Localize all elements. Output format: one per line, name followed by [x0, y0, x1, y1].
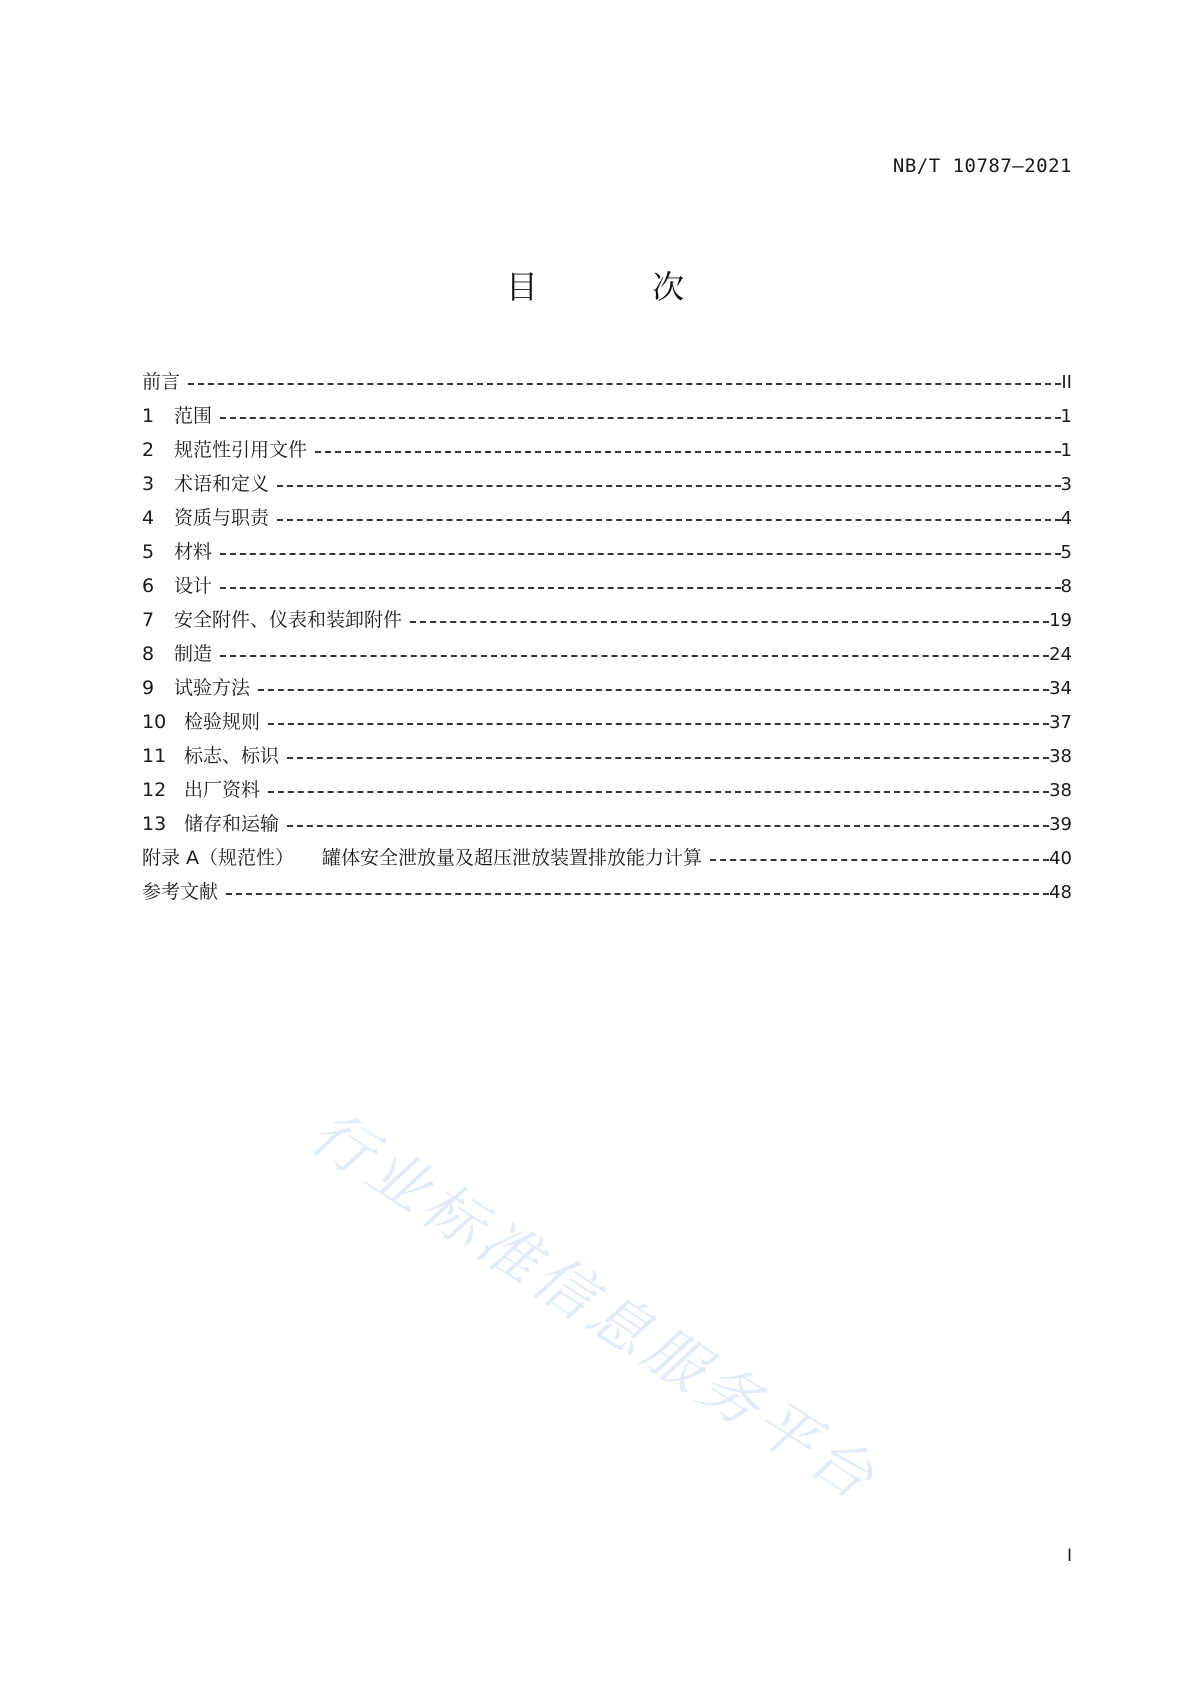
toc-entry-foreword[interactable]: [142, 365, 1072, 399]
toc-leader: [268, 723, 1049, 725]
toc-entry-2[interactable]: [142, 433, 1072, 467]
toc-entry-6[interactable]: [142, 569, 1072, 603]
toc-entry-5[interactable]: [142, 535, 1072, 569]
toc-entry-number: 12: [142, 779, 167, 801]
toc-entry-page: 4: [1060, 508, 1072, 529]
toc-entry-label: 制造: [174, 643, 213, 665]
toc-entry-number: 4: [142, 507, 155, 529]
toc-entry-page: 48: [1049, 882, 1072, 903]
toc-entry-8[interactable]: [142, 637, 1072, 671]
toc-entry-number: 7: [142, 609, 155, 631]
toc-leader: [277, 519, 1061, 521]
toc-entry-4[interactable]: [142, 501, 1072, 535]
toc-entry-label: [142, 841, 710, 875]
toc-entry-number: 9: [142, 677, 155, 699]
watermark: 行业标准信息服务平台: [298, 1097, 890, 1517]
toc-entry-page: 37: [1049, 712, 1072, 733]
toc-entry-page: 8: [1060, 576, 1072, 597]
toc-leader: [315, 451, 1061, 453]
toc-leader: [258, 689, 1049, 691]
toc-entry-page: II: [1061, 372, 1072, 393]
toc-leader: [287, 757, 1049, 759]
toc-entry-number: 10: [142, 711, 167, 733]
toc-leader: [287, 825, 1049, 827]
toc-entry-label: 前言: [142, 371, 181, 393]
toc-entry-label: 资质与职责: [174, 507, 270, 529]
toc-entry-label: 检验规则: [184, 711, 261, 733]
toc-entry-page: 38: [1049, 746, 1072, 767]
toc-entry-label: 试验方法: [174, 677, 251, 699]
toc-entry-page: 40: [1049, 848, 1072, 869]
toc-entry-bibliography[interactable]: [142, 875, 1072, 909]
toc-entry-12[interactable]: [142, 773, 1072, 807]
toc-entry-number: 5: [142, 541, 155, 563]
toc-leader: [220, 553, 1061, 555]
toc-entry-page: 24: [1049, 644, 1072, 665]
page-title: 目 次: [505, 268, 737, 306]
toc-entry-label: 材料: [174, 541, 213, 563]
appendix-designation: 附录 A（规范性）: [142, 847, 295, 869]
toc-entry-appendix-a[interactable]: [142, 841, 1072, 875]
toc-entry-label: 设计: [174, 575, 213, 597]
toc-entry-number: 8: [142, 643, 155, 665]
toc-entry-label: 出厂资料: [184, 779, 261, 801]
toc-entry-label: 储存和运输: [184, 813, 280, 835]
toc-leader: [226, 893, 1049, 895]
toc-leader: [268, 791, 1049, 793]
toc-entry-page: 39: [1049, 814, 1072, 835]
toc-entry-page: 34: [1049, 678, 1072, 699]
appendix-title: 罐体安全泄放量及超压泄放装置排放能力计算: [322, 847, 703, 869]
toc-entry-page: 3: [1060, 474, 1072, 495]
toc-entry-number: 6: [142, 575, 155, 597]
toc-entry-number: 2: [142, 439, 155, 461]
toc-entry-page: 1: [1060, 440, 1072, 461]
toc-entry-label: 安全附件、仪表和装卸附件: [174, 609, 403, 631]
toc-entry-3[interactable]: [142, 467, 1072, 501]
toc-leader: [410, 621, 1049, 623]
standard-code: NB/T 10787—2021: [892, 155, 1072, 177]
toc-entry-page: 5: [1060, 542, 1072, 563]
toc-leader: [220, 655, 1049, 657]
toc-entry-10[interactable]: [142, 705, 1072, 739]
toc-entry-9[interactable]: [142, 671, 1072, 705]
table-of-contents: [142, 365, 1072, 909]
toc-entry-7[interactable]: [142, 603, 1072, 637]
toc-entry-number: 1: [142, 405, 155, 427]
toc-leader: [188, 383, 1061, 385]
toc-entry-label: 规范性引用文件: [174, 439, 308, 461]
toc-entry-label: 范围: [174, 405, 213, 427]
page-number: I: [1066, 1546, 1072, 1566]
toc-entry-label: 标志、标识: [184, 745, 280, 767]
toc-entry-13[interactable]: [142, 807, 1072, 841]
toc-entry-page: 1: [1060, 406, 1072, 427]
toc-entry-label: 术语和定义: [174, 473, 270, 495]
toc-entry-1[interactable]: [142, 399, 1072, 433]
toc-entry-number: 11: [142, 745, 167, 767]
toc-entry-number: 3: [142, 473, 155, 495]
toc-entry-number: 13: [142, 813, 167, 835]
toc-entry-page: 19: [1049, 610, 1072, 631]
toc-entry-page: 38: [1049, 780, 1072, 801]
toc-entry-11[interactable]: [142, 739, 1072, 773]
toc-leader: [220, 417, 1061, 419]
toc-leader: [220, 587, 1061, 589]
toc-leader: [710, 859, 1049, 861]
toc-entry-label: 参考文献: [142, 881, 219, 903]
toc-leader: [277, 485, 1061, 487]
